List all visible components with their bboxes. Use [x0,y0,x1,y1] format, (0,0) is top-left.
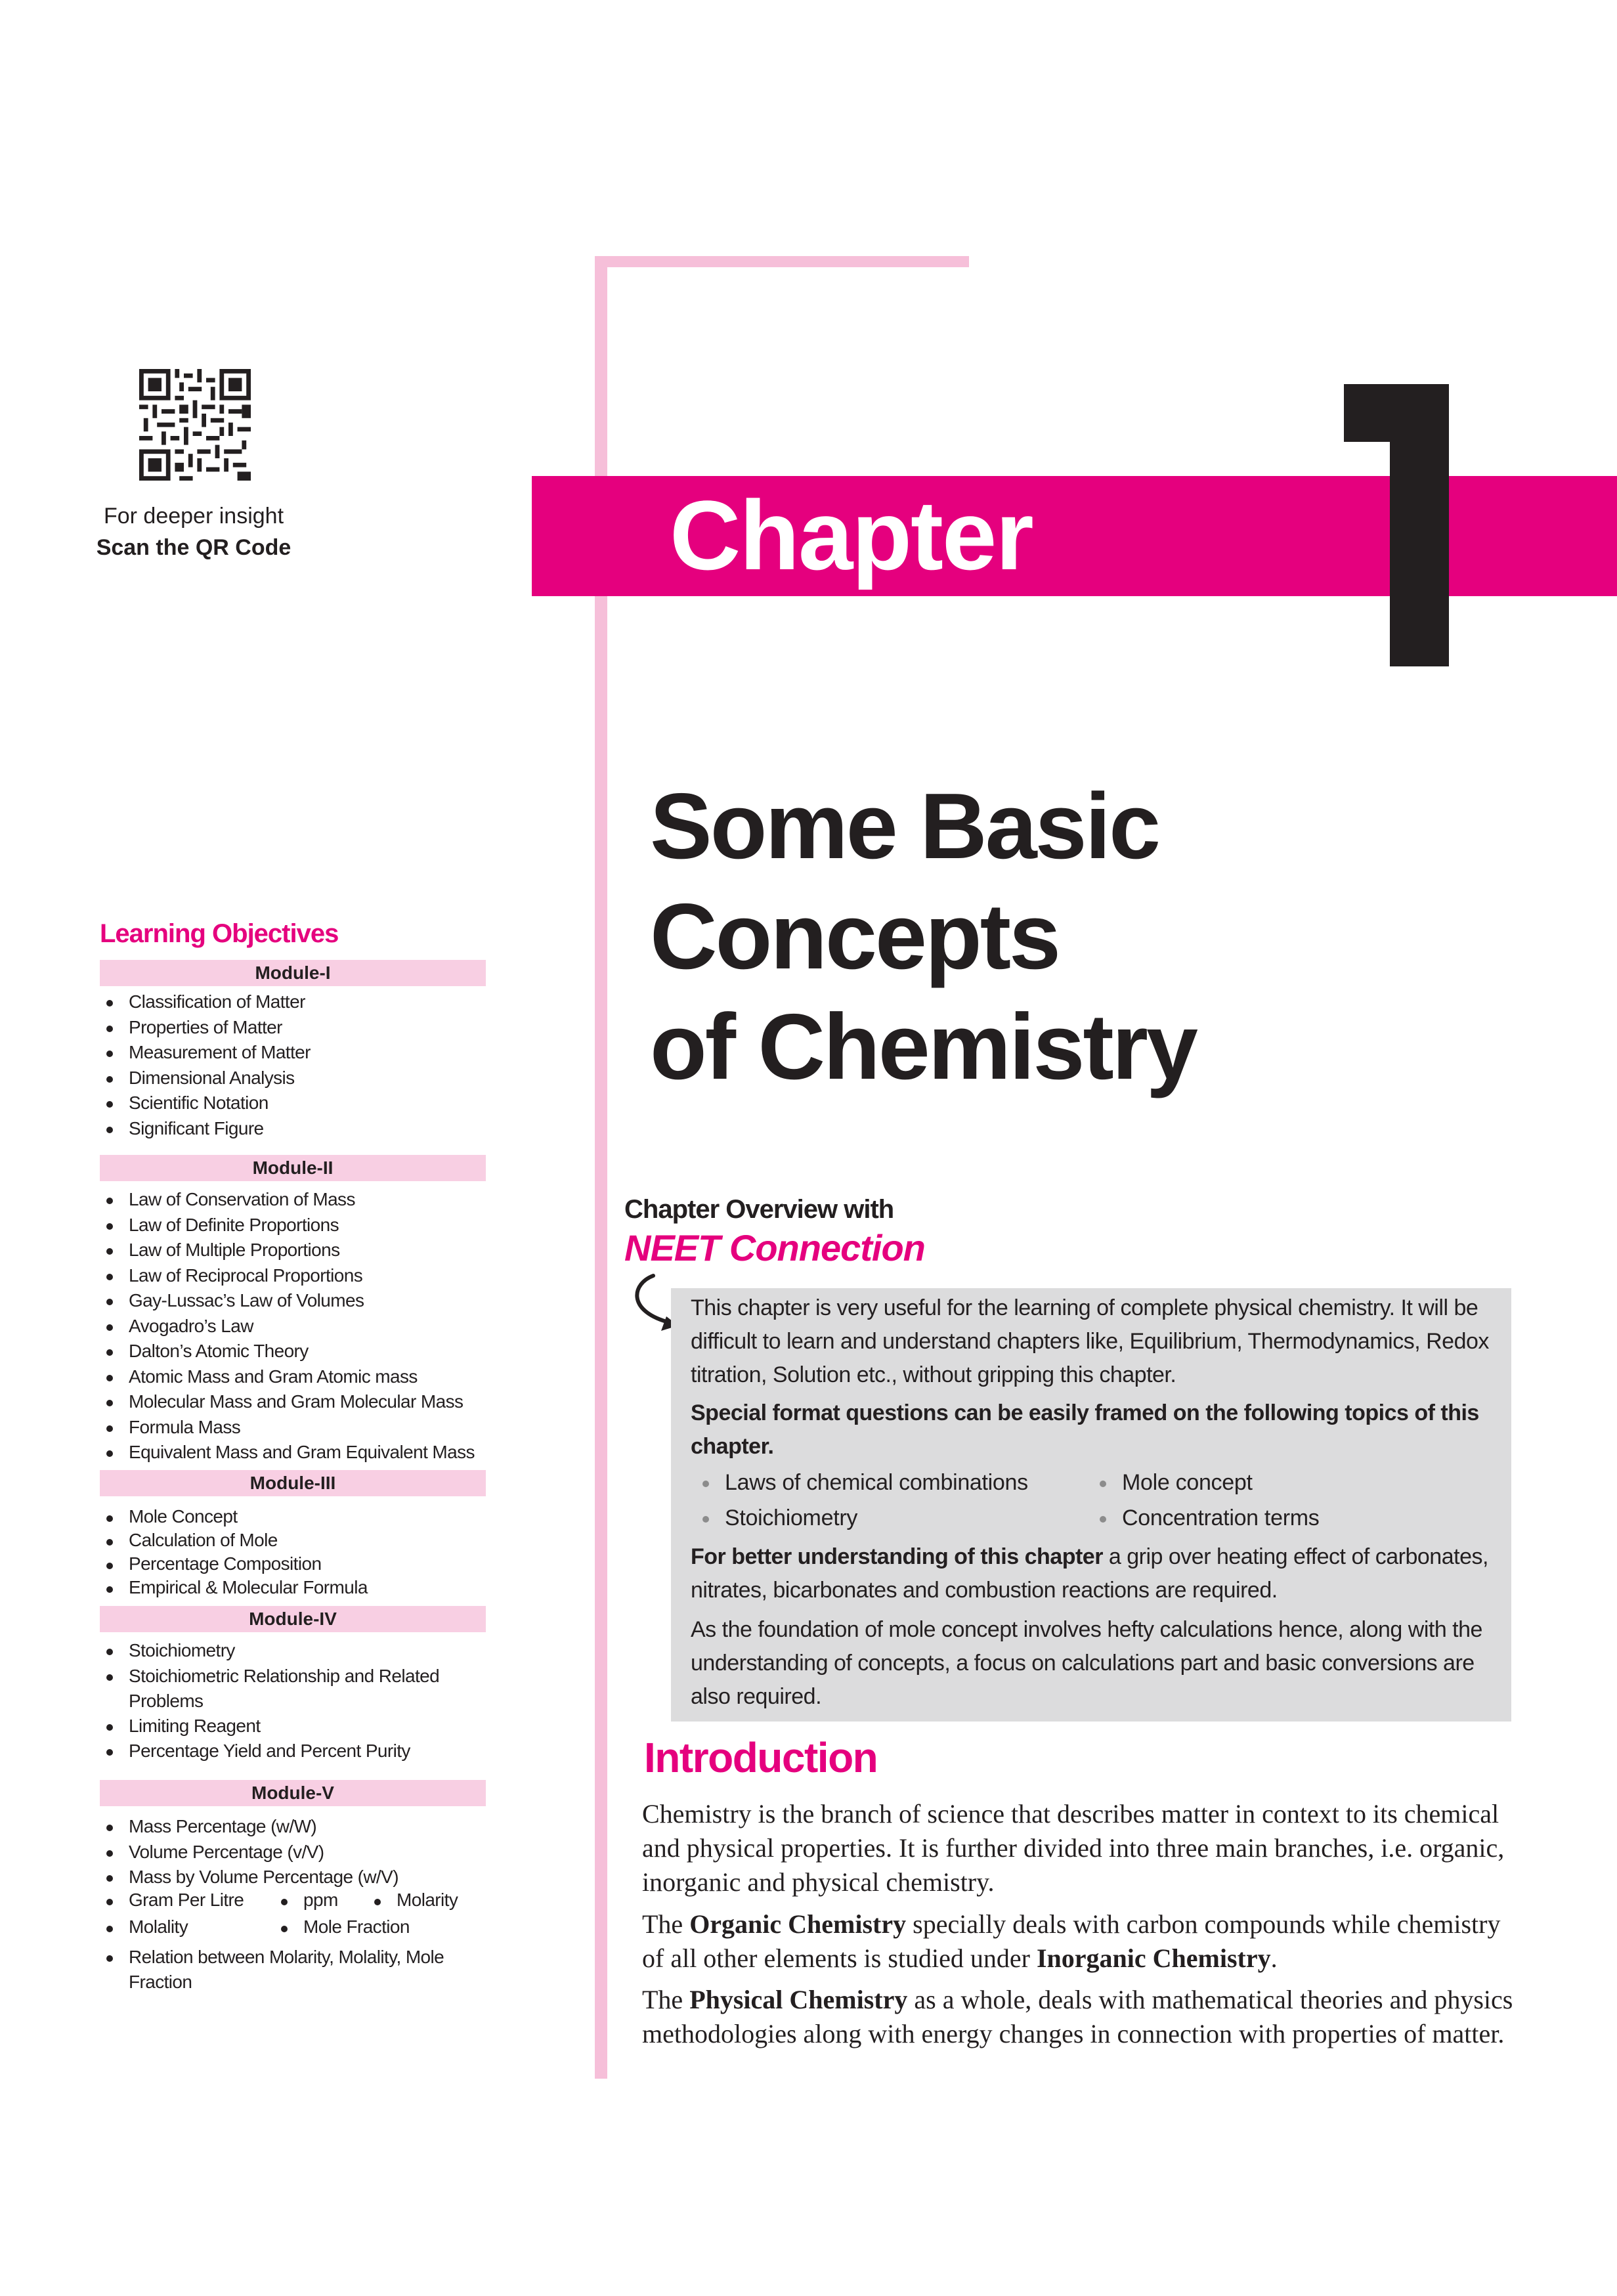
list-item: Classification of Matter [100,989,494,1015]
list-item: Law of Reciprocal Proportions [100,1263,494,1289]
introduction-paragraph: Chemistry is the branch of science that describes matter in context to its chemical and physical properties. It is further divided into three main branches, i.e. organic, inorganic and physical chemistry. [642,1799,1505,1897]
overview-paragraph: For better understanding of this chapter a grip over heating effect of carbonates, nitrates, bicarbonates and combustion reactions are required. [691,1544,1488,1603]
list-item: Calculation of Mole [100,1528,494,1552]
module-2-list [100,1187,494,1465]
list-item: Mole Fraction [303,1917,410,1937]
module-1-list [100,989,494,1141]
qr-caption: For deeper insight [103,504,284,529]
neet-connection-heading: NEET Connection [624,1227,925,1268]
module-5-list [100,1814,494,1890]
module-4-list [100,1638,494,1764]
module-2-header: Module-II [100,1155,486,1181]
term-physical: Physical Chemistry [689,1985,908,2014]
overview-paragraph: As the foundation of mole concept involves hefty calculations hence, along with the understanding of concepts, a focus on calculations part and basic conversions are also required. [691,1617,1482,1709]
list-item: Dimensional Analysis [100,1066,494,1091]
topic-item: Concentration terms [1122,1502,1319,1535]
chapter-title-line2: of Chemistry [650,995,1196,1099]
overview-topics-intro: Special format questions can be easily framed on the following topics of this chapter. [691,1400,1479,1459]
list-item: Limiting Reagent [100,1714,494,1739]
overview-paragraph: This chapter is very useful for the learning of complete physical chemistry. It will be difficult to learn and understand chapters like, Equilibrium, Thermodynamics, Redox titration, Solution etc., without gripping this chapter. [691,1295,1489,1387]
chapter-number [1341,384,1449,666]
list-item: Gay-Lussac’s Law of Volumes [100,1288,494,1314]
list-item: Percentage Composition [100,1552,494,1576]
introduction-heading: Introduction [644,1734,878,1781]
list-item: Atomic Mass and Gram Atomic mass [100,1364,494,1390]
list-item: Stoichiometry [100,1638,494,1664]
list-item: Molecular Mass and Gram Molecular Mass [100,1389,494,1415]
list-item: Equivalent Mass and Gram Equivalent Mass [100,1440,494,1465]
module-4-header: Module-IV [100,1606,486,1632]
topic-item: Stoichiometry [725,1502,857,1535]
qr-scan-caption: Scan the QR Code [96,535,291,560]
list-item: Volume Percentage (v/V) [100,1840,494,1865]
overview-heading: Chapter Overview with [624,1195,894,1224]
list-item: Mass Percentage (w/W) [100,1814,494,1840]
list-item: Law of Definite Proportions [100,1213,494,1238]
list-item: Relation between Molarity, Molality, Mole Fraction [100,1945,483,1995]
introduction-paragraph: The Physical Chemistry as a whole, deals with mathematical theories and physics methodologies along with energy changes in connection with properties of matter. [642,1985,1513,2048]
list-item: Molality [129,1917,188,1937]
introduction-paragraph: The Organic Chemistry specially deals with carbon compounds while chemistry of all other elements is studied under Inorganic Chemistry. [642,1909,1501,1973]
module-3-list [100,1505,494,1599]
topic-item: Laws of chemical combinations [725,1466,1028,1500]
list-item: Avogadro’s Law [100,1314,494,1339]
frame-horizontal-rule [595,256,969,267]
list-item: Percentage Yield and Percent Purity [100,1739,494,1764]
learning-objectives-heading: Learning Objectives [100,919,339,948]
chapter-label: Chapter [670,480,1033,590]
list-item: Mass by Volume Percentage (w/V) [100,1865,494,1890]
list-item: Molarity [397,1890,458,1910]
module-3-header: Module-III [100,1470,486,1496]
chapter-title-line1: Some Basic Concepts [650,774,1159,989]
list-item: Gram Per Litre [129,1890,244,1910]
list-item: Stoichiometric Relationship and Related Problems [100,1664,470,1714]
chapter-title [650,771,1569,1102]
list-item: Significant Figure [100,1116,494,1142]
list-item: Scientific Notation [100,1091,494,1116]
module-5-header: Module-V [100,1780,486,1806]
list-item: Measurement of Matter [100,1040,494,1066]
list-item: Law of Conservation of Mass [100,1187,494,1213]
module-1-header: Module-I [100,960,486,986]
term-inorganic: Inorganic Chemistry [1036,1943,1271,1973]
list-item: Law of Multiple Proportions [100,1238,494,1263]
module-5-list-end [100,1945,494,1995]
list-item: Properties of Matter [100,1015,494,1041]
list-item: ppm [303,1890,338,1910]
overview-emphasis: For better understanding of this chapter [691,1544,1103,1569]
list-item: Empirical & Molecular Formula [100,1576,494,1599]
list-item: Dalton’s Atomic Theory [100,1339,494,1364]
list-item: Mole Concept [100,1505,494,1528]
qr-code-icon [139,369,251,481]
term-organic: Organic Chemistry [689,1909,907,1939]
list-item: Formula Mass [100,1415,494,1440]
topic-item: Mole concept [1122,1466,1253,1500]
